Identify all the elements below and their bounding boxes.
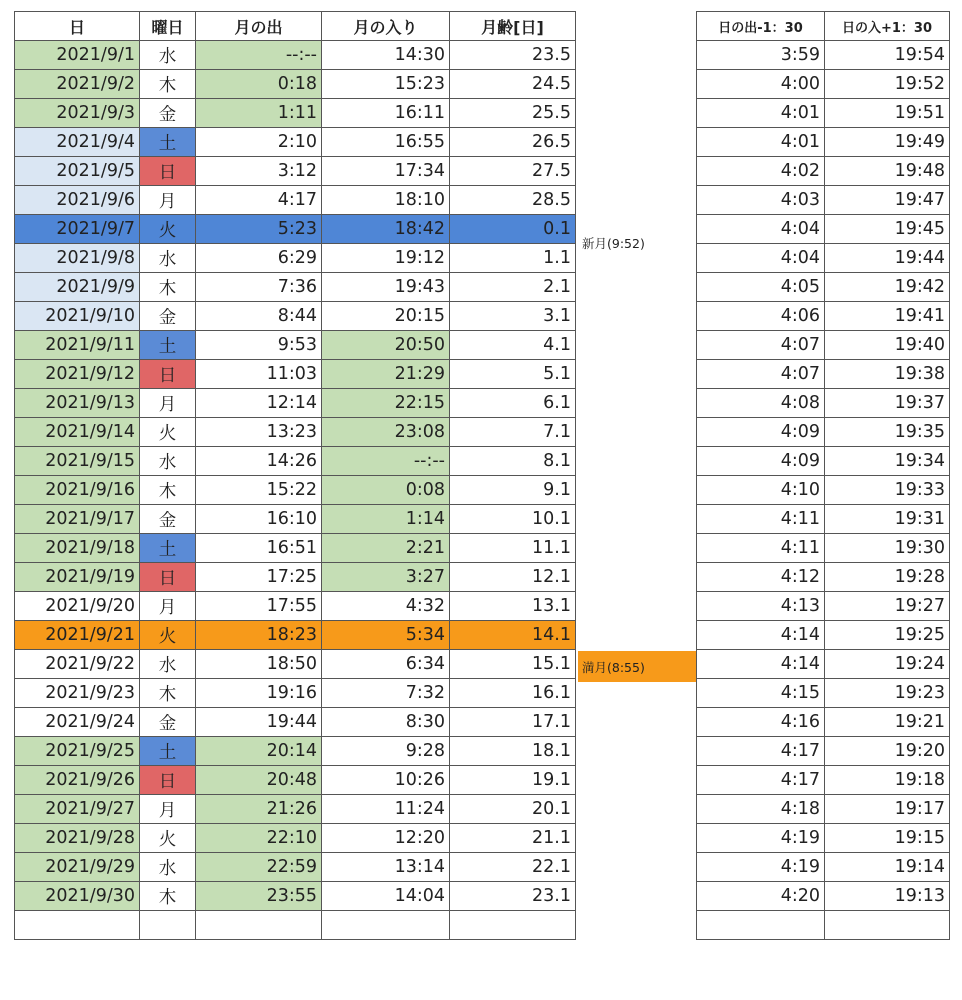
empty-cell — [15, 911, 140, 940]
table-row — [15, 882, 576, 911]
moon-age-cell: 16.1 — [450, 679, 576, 708]
table-row — [15, 302, 576, 331]
weekday-cell: 日 — [140, 563, 196, 592]
table-row — [697, 331, 950, 360]
table-row — [15, 331, 576, 360]
sunrise-cell: 4:09 — [697, 447, 825, 476]
sunrise-cell: 4:13 — [697, 592, 825, 621]
weekday-cell: 火 — [140, 215, 196, 244]
weekday-cell: 木 — [140, 476, 196, 505]
weekday-cell: 月 — [140, 389, 196, 418]
table-row — [15, 708, 576, 737]
sunrise-cell: 4:01 — [697, 99, 825, 128]
table-row — [15, 447, 576, 476]
weekday-cell: 水 — [140, 853, 196, 882]
moonrise-cell: 1:11 — [196, 99, 322, 128]
sunrise-cell: 4:15 — [697, 679, 825, 708]
weekday-cell: 木 — [140, 882, 196, 911]
date-cell: 2021/9/27 — [15, 795, 140, 824]
date-cell: 2021/9/3 — [15, 99, 140, 128]
moonset-cell: 16:11 — [322, 99, 450, 128]
moon-age-cell: 15.1 — [450, 650, 576, 679]
table-row — [697, 592, 950, 621]
table-row — [697, 708, 950, 737]
table-row — [697, 186, 950, 215]
empty-row — [697, 911, 950, 940]
weekday-cell: 日 — [140, 157, 196, 186]
table-row — [15, 389, 576, 418]
date-cell: 2021/9/7 — [15, 215, 140, 244]
table-row — [697, 157, 950, 186]
moon-age-cell: 19.1 — [450, 766, 576, 795]
moonrise-cell: 18:23 — [196, 621, 322, 650]
weekday-cell: 火 — [140, 621, 196, 650]
table-row — [15, 737, 576, 766]
sunrise-cell: 4:19 — [697, 824, 825, 853]
moonset-cell: 18:42 — [322, 215, 450, 244]
moonset-cell: 14:04 — [322, 882, 450, 911]
sunrise-cell: 4:07 — [697, 331, 825, 360]
empty-cell — [450, 911, 576, 940]
moonset-cell: 15:23 — [322, 70, 450, 99]
sunrise-cell: 4:17 — [697, 766, 825, 795]
moonset-cell: 6:34 — [322, 650, 450, 679]
date-cell: 2021/9/14 — [15, 418, 140, 447]
sunset-cell: 19:40 — [825, 331, 950, 360]
moonset-cell: 13:14 — [322, 853, 450, 882]
moonrise-cell: 22:10 — [196, 824, 322, 853]
table-row — [15, 476, 576, 505]
sunset-cell: 19:41 — [825, 302, 950, 331]
sunrise-cell: 4:04 — [697, 244, 825, 273]
date-cell: 2021/9/5 — [15, 157, 140, 186]
sunset-cell: 19:25 — [825, 621, 950, 650]
moonrise-cell: 23:55 — [196, 882, 322, 911]
table-row — [697, 447, 950, 476]
date-cell: 2021/9/15 — [15, 447, 140, 476]
sunset-cell: 19:45 — [825, 215, 950, 244]
weekday-cell: 火 — [140, 418, 196, 447]
sunrise-cell: 4:01 — [697, 128, 825, 157]
empty-row — [15, 911, 576, 940]
moonset-cell: 9:28 — [322, 737, 450, 766]
moonset-cell: --:-- — [322, 447, 450, 476]
table-row — [697, 882, 950, 911]
weekday-cell: 木 — [140, 273, 196, 302]
table-row — [15, 128, 576, 157]
empty-cell — [196, 911, 322, 940]
table-row — [697, 621, 950, 650]
date-cell: 2021/9/11 — [15, 331, 140, 360]
sunset-cell: 19:51 — [825, 99, 950, 128]
sunrise-cell: 4:05 — [697, 273, 825, 302]
table-row — [15, 592, 576, 621]
date-cell: 2021/9/9 — [15, 273, 140, 302]
date-cell: 2021/9/20 — [15, 592, 140, 621]
moonrise-cell: 0:18 — [196, 70, 322, 99]
table-row — [15, 360, 576, 389]
sunset-cell: 19:15 — [825, 824, 950, 853]
date-cell: 2021/9/26 — [15, 766, 140, 795]
table-row — [15, 273, 576, 302]
table-row — [15, 41, 576, 70]
weekday-cell: 金 — [140, 302, 196, 331]
moonrise-cell: 16:10 — [196, 505, 322, 534]
table-row — [697, 534, 950, 563]
moonset-cell: 14:30 — [322, 41, 450, 70]
moon-age-cell: 28.5 — [450, 186, 576, 215]
moon-age-cell: 5.1 — [450, 360, 576, 389]
moon-age-cell: 25.5 — [450, 99, 576, 128]
weekday-cell: 土 — [140, 128, 196, 157]
weekday-cell: 金 — [140, 708, 196, 737]
weekday-cell: 金 — [140, 505, 196, 534]
date-cell: 2021/9/29 — [15, 853, 140, 882]
sunset-cell: 19:42 — [825, 273, 950, 302]
table-row — [697, 215, 950, 244]
sunrise-cell: 4:17 — [697, 737, 825, 766]
moonrise-cell: 15:22 — [196, 476, 322, 505]
full-moon-note: 満月(8:55) — [578, 651, 696, 682]
sunrise-cell: 4:12 — [697, 563, 825, 592]
moonrise-cell: 14:26 — [196, 447, 322, 476]
date-cell: 2021/9/6 — [15, 186, 140, 215]
table-row — [697, 766, 950, 795]
date-cell: 2021/9/24 — [15, 708, 140, 737]
moon-age-cell: 4.1 — [450, 331, 576, 360]
moonset-cell: 3:27 — [322, 563, 450, 592]
sunset-cell: 19:21 — [825, 708, 950, 737]
empty-cell — [140, 911, 196, 940]
moon-age-cell: 7.1 — [450, 418, 576, 447]
table-row — [15, 244, 576, 273]
moon-age-cell: 22.1 — [450, 853, 576, 882]
sunset-cell: 19:17 — [825, 795, 950, 824]
table-row — [697, 650, 950, 679]
moonrise-cell: 12:14 — [196, 389, 322, 418]
table-row — [15, 505, 576, 534]
date-cell: 2021/9/30 — [15, 882, 140, 911]
header-date: 日 — [15, 12, 140, 41]
sunrise-cell: 4:06 — [697, 302, 825, 331]
sunrise-cell: 4:04 — [697, 215, 825, 244]
moonset-cell: 20:50 — [322, 331, 450, 360]
moon-age-cell: 1.1 — [450, 244, 576, 273]
header-moonset: 月の入り — [322, 12, 450, 41]
sunrise-cell: 4:19 — [697, 853, 825, 882]
table-row — [15, 215, 576, 244]
moonrise-cell: 9:53 — [196, 331, 322, 360]
moon-age-cell: 21.1 — [450, 824, 576, 853]
table-row — [697, 99, 950, 128]
moon-age-cell: 18.1 — [450, 737, 576, 766]
weekday-cell: 月 — [140, 186, 196, 215]
weekday-cell: 土 — [140, 534, 196, 563]
moonrise-cell: 22:59 — [196, 853, 322, 882]
moonrise-cell: 3:12 — [196, 157, 322, 186]
sunrise-cell: 4:08 — [697, 389, 825, 418]
moonset-cell: 20:15 — [322, 302, 450, 331]
moonrise-cell: 13:23 — [196, 418, 322, 447]
empty-cell — [697, 911, 825, 940]
table-row — [15, 650, 576, 679]
moonrise-cell: 11:03 — [196, 360, 322, 389]
table-row — [697, 679, 950, 708]
sunrise-cell: 3:59 — [697, 41, 825, 70]
empty-cell — [825, 911, 950, 940]
side-header-row — [697, 12, 950, 41]
table-row — [697, 360, 950, 389]
table-row — [697, 389, 950, 418]
table-row — [15, 795, 576, 824]
header-moonrise: 月の出 — [196, 12, 322, 41]
moon-age-cell: 9.1 — [450, 476, 576, 505]
moonset-cell: 11:24 — [322, 795, 450, 824]
moon-age-cell: 3.1 — [450, 302, 576, 331]
moon-age-cell: 6.1 — [450, 389, 576, 418]
moon-age-cell: 12.1 — [450, 563, 576, 592]
table-row — [15, 621, 576, 650]
moon-age-cell: 27.5 — [450, 157, 576, 186]
moonrise-cell: 18:50 — [196, 650, 322, 679]
sunrise-cell: 4:09 — [697, 418, 825, 447]
moonset-cell: 4:32 — [322, 592, 450, 621]
table-row — [15, 679, 576, 708]
header-moon-age: 月齢[日] — [450, 12, 576, 41]
sunrise-cell: 4:14 — [697, 650, 825, 679]
sunset-cell: 19:54 — [825, 41, 950, 70]
date-cell: 2021/9/1 — [15, 41, 140, 70]
moonrise-cell: 21:26 — [196, 795, 322, 824]
moonset-cell: 10:26 — [322, 766, 450, 795]
empty-cell — [322, 911, 450, 940]
moonset-cell: 16:55 — [322, 128, 450, 157]
date-cell: 2021/9/10 — [15, 302, 140, 331]
date-cell: 2021/9/8 — [15, 244, 140, 273]
moonrise-cell: 5:23 — [196, 215, 322, 244]
sunrise-cell: 4:10 — [697, 476, 825, 505]
sunrise-cell: 4:02 — [697, 157, 825, 186]
date-cell: 2021/9/18 — [15, 534, 140, 563]
moonrise-cell: 19:16 — [196, 679, 322, 708]
table-row — [15, 70, 576, 99]
header-sunrise: 日の出-1：30 — [697, 12, 825, 41]
table-row — [697, 737, 950, 766]
date-cell: 2021/9/12 — [15, 360, 140, 389]
moonset-cell: 17:34 — [322, 157, 450, 186]
sunset-cell: 19:47 — [825, 186, 950, 215]
table-row — [697, 273, 950, 302]
moonset-cell: 19:12 — [322, 244, 450, 273]
sunrise-cell: 4:16 — [697, 708, 825, 737]
moonrise-cell: --:-- — [196, 41, 322, 70]
sunset-cell: 19:52 — [825, 70, 950, 99]
moon-age-cell: 23.1 — [450, 882, 576, 911]
moon-age-cell: 2.1 — [450, 273, 576, 302]
moon-age-cell: 8.1 — [450, 447, 576, 476]
new-moon-note: 新月(9:52) — [582, 236, 645, 251]
table-row — [697, 41, 950, 70]
moon-age-cell: 11.1 — [450, 534, 576, 563]
table-row — [697, 302, 950, 331]
moonrise-cell: 6:29 — [196, 244, 322, 273]
date-cell: 2021/9/4 — [15, 128, 140, 157]
sunset-cell: 19:23 — [825, 679, 950, 708]
table-row — [15, 563, 576, 592]
weekday-cell: 水 — [140, 650, 196, 679]
table-row — [697, 70, 950, 99]
table-row — [697, 128, 950, 157]
sunset-cell: 19:14 — [825, 853, 950, 882]
weekday-cell: 日 — [140, 766, 196, 795]
table-row — [697, 795, 950, 824]
sunrise-cell: 4:11 — [697, 534, 825, 563]
moonset-cell: 12:20 — [322, 824, 450, 853]
sunset-cell: 19:18 — [825, 766, 950, 795]
moon-age-cell: 10.1 — [450, 505, 576, 534]
moonset-cell: 1:14 — [322, 505, 450, 534]
moon-age-cell: 20.1 — [450, 795, 576, 824]
sunrise-cell: 4:07 — [697, 360, 825, 389]
date-cell: 2021/9/17 — [15, 505, 140, 534]
weekday-cell: 木 — [140, 679, 196, 708]
sunrise-cell: 4:20 — [697, 882, 825, 911]
moonrise-cell: 17:25 — [196, 563, 322, 592]
sunrise-cell: 4:03 — [697, 186, 825, 215]
table-row — [697, 563, 950, 592]
weekday-cell: 土 — [140, 737, 196, 766]
header-row — [15, 12, 576, 41]
moonrise-cell: 20:14 — [196, 737, 322, 766]
moonset-cell: 0:08 — [322, 476, 450, 505]
date-cell: 2021/9/13 — [15, 389, 140, 418]
table-row — [15, 186, 576, 215]
sunset-cell: 19:38 — [825, 360, 950, 389]
sunset-cell: 19:31 — [825, 505, 950, 534]
sunset-cell: 19:48 — [825, 157, 950, 186]
moon-age-cell: 23.5 — [450, 41, 576, 70]
moonset-cell: 19:43 — [322, 273, 450, 302]
moonrise-cell: 8:44 — [196, 302, 322, 331]
sunrise-cell: 4:00 — [697, 70, 825, 99]
table-row — [15, 824, 576, 853]
moon-age-cell: 26.5 — [450, 128, 576, 157]
moonrise-cell: 4:17 — [196, 186, 322, 215]
sunrise-cell: 4:18 — [697, 795, 825, 824]
sunset-cell: 19:27 — [825, 592, 950, 621]
moonset-cell: 22:15 — [322, 389, 450, 418]
moonrise-cell: 19:44 — [196, 708, 322, 737]
sunset-cell: 19:20 — [825, 737, 950, 766]
moon-age-cell: 0.1 — [450, 215, 576, 244]
table-row — [697, 824, 950, 853]
weekday-cell: 火 — [140, 824, 196, 853]
table-row — [697, 244, 950, 273]
table-row — [15, 99, 576, 128]
sunset-cell: 19:13 — [825, 882, 950, 911]
weekday-cell: 水 — [140, 41, 196, 70]
date-cell: 2021/9/16 — [15, 476, 140, 505]
table-row — [697, 418, 950, 447]
moon-age-cell: 24.5 — [450, 70, 576, 99]
table-row — [15, 157, 576, 186]
sunset-cell: 19:37 — [825, 389, 950, 418]
date-cell: 2021/9/2 — [15, 70, 140, 99]
date-cell: 2021/9/28 — [15, 824, 140, 853]
weekday-cell: 水 — [140, 244, 196, 273]
table-row — [15, 418, 576, 447]
moonrise-cell: 7:36 — [196, 273, 322, 302]
sunset-cell: 19:49 — [825, 128, 950, 157]
header-sunset: 日の入+1：30 — [825, 12, 950, 41]
moonrise-cell: 2:10 — [196, 128, 322, 157]
moonset-cell: 23:08 — [322, 418, 450, 447]
sunset-cell: 19:35 — [825, 418, 950, 447]
moonset-cell: 7:32 — [322, 679, 450, 708]
moon-table — [14, 11, 576, 940]
table-row — [697, 853, 950, 882]
moonset-cell: 8:30 — [322, 708, 450, 737]
moon-age-cell: 13.1 — [450, 592, 576, 621]
sunset-cell: 19:34 — [825, 447, 950, 476]
sunset-cell: 19:24 — [825, 650, 950, 679]
date-cell: 2021/9/19 — [15, 563, 140, 592]
weekday-cell: 金 — [140, 99, 196, 128]
date-cell: 2021/9/25 — [15, 737, 140, 766]
moonset-cell: 21:29 — [322, 360, 450, 389]
table-row — [15, 766, 576, 795]
weekday-cell: 月 — [140, 592, 196, 621]
sunset-cell: 19:30 — [825, 534, 950, 563]
weekday-cell: 土 — [140, 331, 196, 360]
table-row — [697, 476, 950, 505]
table-row — [15, 853, 576, 882]
date-cell: 2021/9/23 — [15, 679, 140, 708]
moonrise-cell: 17:55 — [196, 592, 322, 621]
date-cell: 2021/9/21 — [15, 621, 140, 650]
sunset-cell: 19:28 — [825, 563, 950, 592]
moonrise-cell: 20:48 — [196, 766, 322, 795]
moon-age-cell: 14.1 — [450, 621, 576, 650]
sunrise-cell: 4:11 — [697, 505, 825, 534]
weekday-cell: 水 — [140, 447, 196, 476]
sun-table — [696, 11, 950, 940]
moonset-cell: 2:21 — [322, 534, 450, 563]
sunset-cell: 19:44 — [825, 244, 950, 273]
table-row — [697, 505, 950, 534]
moon-age-cell: 17.1 — [450, 708, 576, 737]
moonset-cell: 5:34 — [322, 621, 450, 650]
moonrise-cell: 16:51 — [196, 534, 322, 563]
moonset-cell: 18:10 — [322, 186, 450, 215]
weekday-cell: 木 — [140, 70, 196, 99]
weekday-cell: 日 — [140, 360, 196, 389]
sunrise-cell: 4:14 — [697, 621, 825, 650]
table-row — [15, 534, 576, 563]
weekday-cell: 月 — [140, 795, 196, 824]
sunset-cell: 19:33 — [825, 476, 950, 505]
header-weekday: 曜日 — [140, 12, 196, 41]
date-cell: 2021/9/22 — [15, 650, 140, 679]
